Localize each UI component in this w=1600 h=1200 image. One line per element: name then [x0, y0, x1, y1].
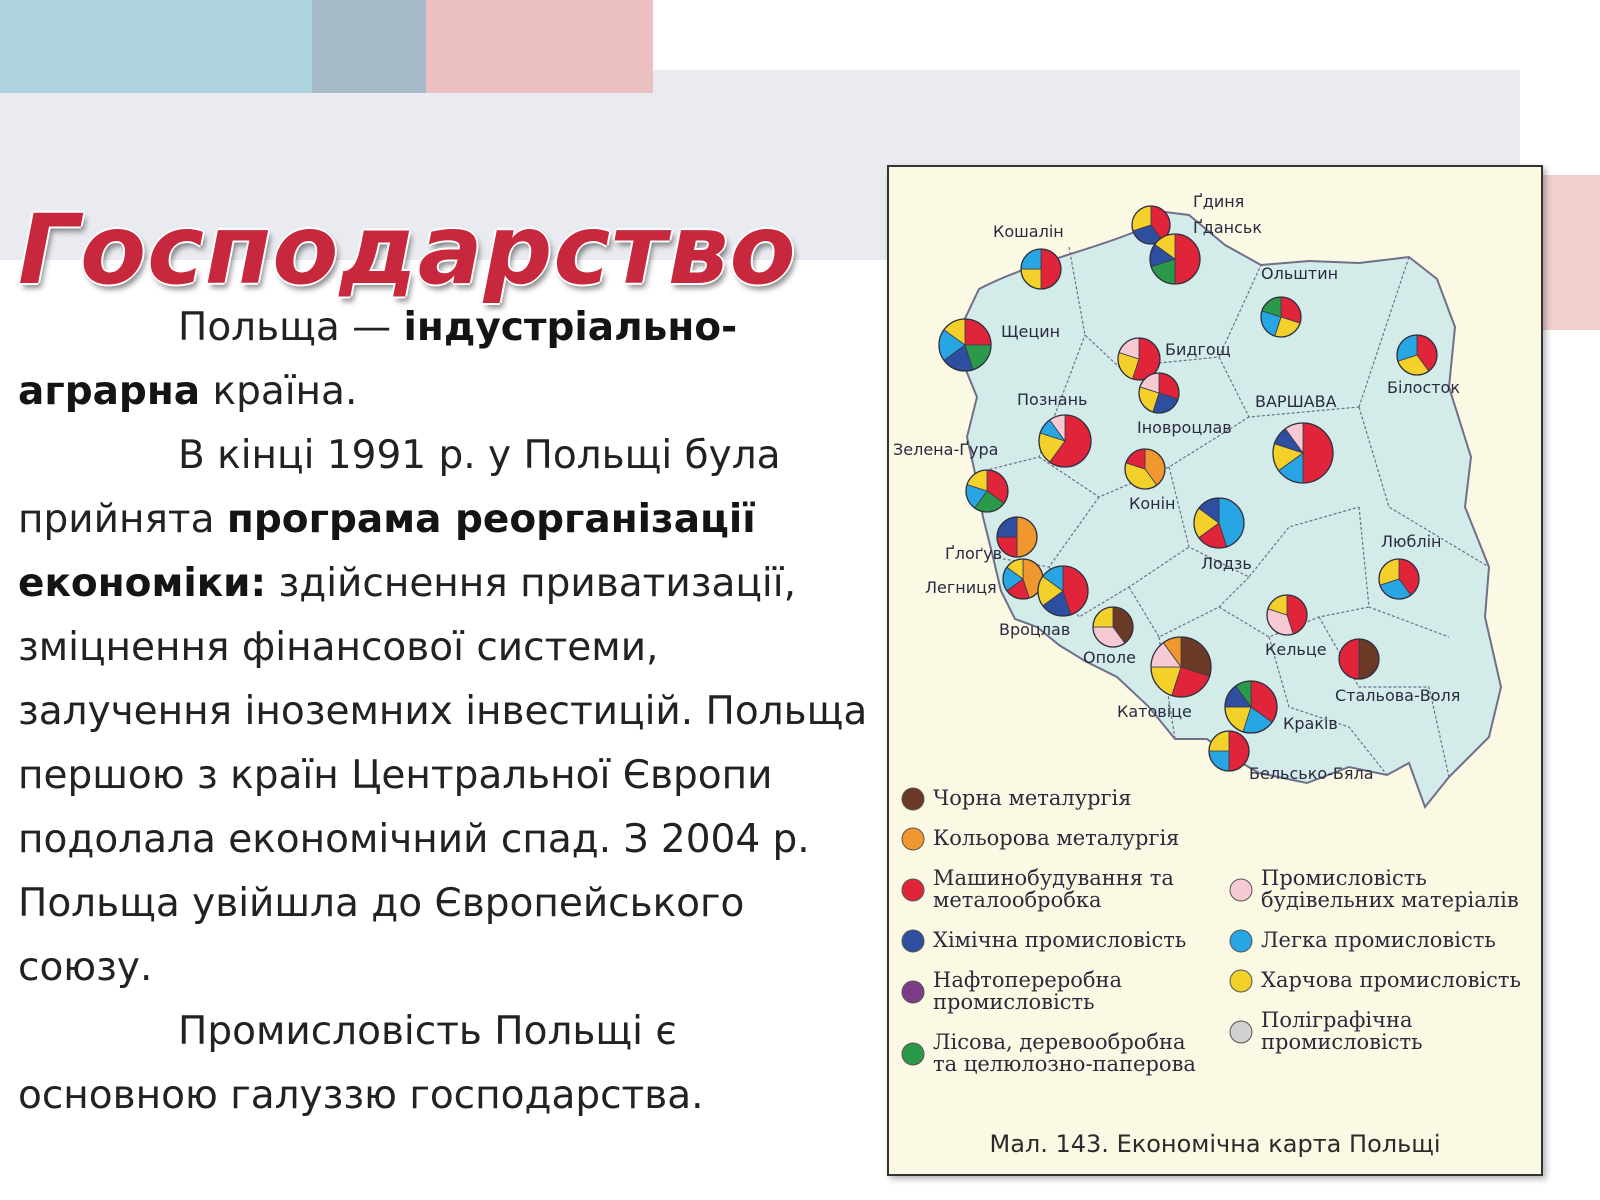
- legend-label: металообробка: [933, 888, 1102, 912]
- city-label: Познань: [1017, 390, 1088, 409]
- city-label: Кельце: [1265, 640, 1327, 659]
- bold-text: індустріально-аграрна: [18, 305, 738, 414]
- body-paragraph: [18, 1000, 870, 1128]
- city-label: Конін: [1129, 494, 1176, 513]
- city-label: Катовіце: [1117, 702, 1192, 721]
- map-caption: Мал. 143. Економічна карта Польщі: [989, 1130, 1441, 1158]
- legend-label: Легка промисловість: [1261, 928, 1496, 952]
- body-text-run: В кінці 1991 р. у Польщі була прийнята: [18, 433, 781, 542]
- city-label: Стальова-Воля: [1335, 686, 1461, 705]
- legend-label: Харчова промисловість: [1261, 968, 1521, 992]
- legend-label: Кольорова металургія: [933, 826, 1180, 850]
- legend-label: Чорна металургія: [933, 786, 1132, 810]
- legend-label: промисловість: [933, 990, 1095, 1014]
- legend-label: Нафтопереробна: [933, 968, 1123, 992]
- deco-bar-pink: [426, 0, 653, 93]
- city-label: Зелена-Ґура: [893, 440, 999, 459]
- city-label: Вроцлав: [999, 620, 1071, 639]
- legend-label: промисловість: [1261, 1030, 1423, 1054]
- legend-swatch-oil: [902, 981, 924, 1003]
- legend-label: будівельних матеріалів: [1261, 888, 1519, 912]
- legend-swatch-ferrous: [902, 788, 924, 810]
- city-label: Лодзь: [1201, 554, 1252, 573]
- slide-title: Господарство: [18, 194, 797, 307]
- map-legend: [902, 786, 1521, 1076]
- deco-bar-right: [1540, 175, 1600, 330]
- city-label: ВАРШАВА: [1255, 392, 1337, 411]
- city-label: Легниця: [925, 578, 997, 597]
- legend-label: Машинобудування та: [933, 866, 1174, 890]
- legend-swatch-construction: [1230, 879, 1252, 901]
- legend-label: Поліграфічна: [1261, 1008, 1413, 1032]
- city-label: Білосток: [1387, 378, 1461, 397]
- legend-swatch-nonferrous: [902, 828, 924, 850]
- city-label: Бельсько-Бяла: [1249, 764, 1374, 783]
- body-paragraph: [18, 424, 870, 1000]
- legend-label: Лісова, деревообробна: [933, 1030, 1186, 1054]
- economic-map-figure: [887, 165, 1543, 1176]
- legend-swatch-food: [1230, 970, 1252, 992]
- city-label: Ґлоґув: [945, 544, 1003, 563]
- legend-label: Промисловість: [1261, 866, 1427, 890]
- legend-swatch-forest: [902, 1043, 924, 1065]
- deco-bar-blue: [0, 0, 312, 93]
- city-label: Кошалін: [993, 222, 1064, 241]
- body-text-run: Польща —: [178, 305, 404, 350]
- city-label: Щецин: [1001, 322, 1061, 341]
- city-label: Бидгощ: [1165, 340, 1231, 359]
- legend-label: та целюлозно-паперова: [933, 1052, 1196, 1076]
- city-label: Ґдиня: [1193, 192, 1245, 211]
- body-text-run: здійснення приватизації, зміцнення фінансової системи, залучення іноземних інвестицій. Польща першою з країн Центральної Європи подолала економічний спад. З 2004 р. Польща увійшла до Європейського союзу.: [18, 561, 868, 990]
- legend-swatch-machinery: [902, 879, 924, 901]
- body-text-run: країна.: [200, 369, 358, 414]
- city-label: Ополе: [1083, 648, 1136, 667]
- legend-swatch-light: [1230, 930, 1252, 952]
- legend-swatch-chemical: [902, 930, 924, 952]
- city-label: Краків: [1283, 714, 1338, 733]
- city-label: Ґданськ: [1193, 218, 1262, 237]
- bold-text: програма реорганізації економіки:: [18, 497, 756, 606]
- deco-bar-steel: [312, 0, 426, 93]
- body-paragraph: [18, 296, 870, 424]
- legend-label: Хімічна промисловість: [933, 928, 1187, 952]
- legend-swatch-printing: [1230, 1021, 1252, 1043]
- body-text-run: Промисловість Польщі є основною галуззю господарства.: [18, 1009, 704, 1118]
- city-label: Іновроцлав: [1137, 418, 1232, 437]
- city-label: Ольштин: [1261, 264, 1339, 283]
- city-label: Люблін: [1381, 532, 1442, 551]
- slide-body: [18, 296, 870, 1128]
- economic-map: [889, 167, 1541, 1127]
